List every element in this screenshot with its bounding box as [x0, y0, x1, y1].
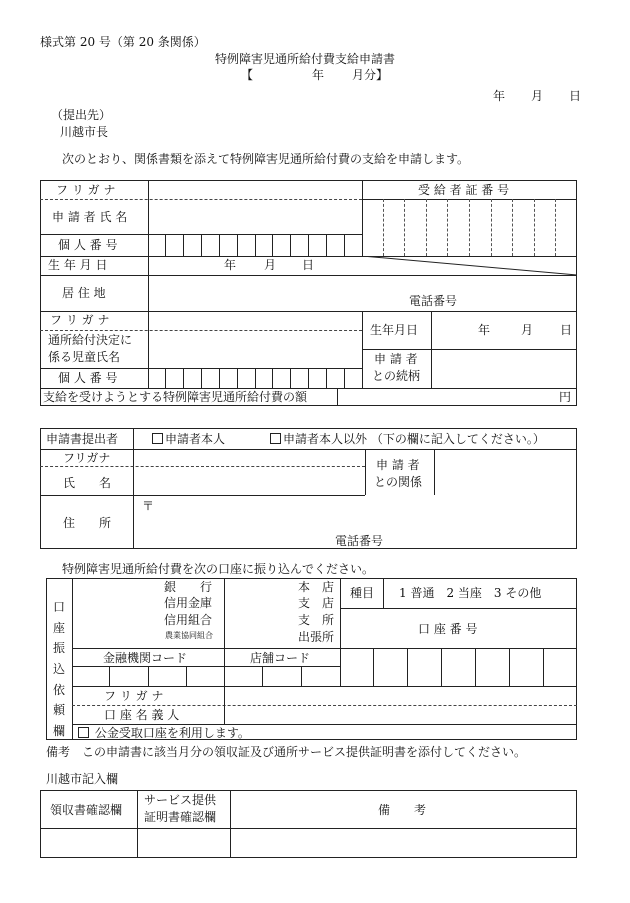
sub-relation-1: 申 請 者	[376, 458, 420, 472]
child-furigana-label: フ リ ガ ナ	[50, 313, 110, 327]
branch-code-label: 店舗コード	[250, 651, 311, 665]
side-char: 座	[52, 620, 65, 635]
public-account-label: 公金受取口座を利用します。	[94, 726, 250, 740]
child-birth-day-unit: 日	[560, 323, 573, 337]
branch-branch: 支 店	[298, 596, 335, 610]
inst-bank: 銀 行	[164, 580, 213, 594]
other-checkbox[interactable]	[270, 433, 281, 444]
address-label: 居 住 地	[62, 286, 106, 300]
branch-code-cells[interactable]	[224, 666, 340, 686]
period-month: 月分】	[352, 68, 389, 82]
side-char: 依	[52, 682, 65, 697]
side-char: 頼	[52, 703, 65, 718]
relation-label-1: 申 請 者	[374, 352, 418, 366]
period-year: 年	[312, 68, 325, 82]
applicant-name-label: 申 請 者 氏 名	[52, 210, 128, 224]
branch-office: 支 所	[298, 613, 335, 627]
child-name-label-1: 通所給付決定に	[48, 333, 133, 347]
birth-date-label: 生 年 月 日	[48, 258, 108, 272]
account-number-cells[interactable]	[340, 648, 577, 686]
account-kinds[interactable]: 1 普通 2 当座 3 その他	[399, 586, 542, 600]
sub-furigana-label: フリガナ	[63, 451, 111, 465]
relation-label-2: との続柄	[372, 369, 421, 383]
side-char: 口	[52, 600, 65, 614]
inst-kumiai: 信用組合	[164, 613, 213, 627]
child-personal-no-label: 個 人 番 号	[58, 371, 118, 385]
sub-name-label: 氏 名	[63, 476, 112, 490]
public-account-option[interactable]	[78, 727, 250, 739]
city-label: 川越市記入欄	[46, 772, 119, 786]
bank-code-cells[interactable]	[72, 666, 224, 686]
submitter-details	[40, 449, 577, 549]
bank-code-label: 金融機関コード	[103, 651, 188, 665]
bank-side-label	[52, 597, 66, 741]
sub-address-label: 住 所	[63, 516, 112, 530]
form-number: 様式第 20 号（第 20 条関係）	[40, 35, 206, 49]
birth-year-unit: 年	[224, 258, 237, 272]
form-title: 特例障害児通所給付費支給申請書	[215, 52, 396, 66]
phone-label: 電話番号	[409, 294, 458, 308]
receipt-check-label: 領収書確認欄	[50, 803, 123, 817]
period-open: 【	[241, 68, 254, 82]
account-number-label: 口 座 番 号	[418, 622, 478, 636]
inst-shinkin: 信用金庫	[164, 596, 213, 610]
city-table	[40, 790, 577, 858]
option-self[interactable]	[152, 433, 225, 445]
option-other-label: 申請者本人以外 （下の欄に記入してください。）	[283, 432, 545, 446]
amount-unit: 円	[559, 390, 572, 404]
holder-label: 口 座 名 義 人	[104, 708, 180, 722]
date-day: 日	[569, 89, 582, 103]
service-check-label-1: サービス提供	[144, 793, 217, 807]
furigana-label: フ リ ガ ナ	[56, 183, 116, 197]
side-char: 欄	[52, 723, 65, 738]
intro-text: 次のとおり、関係書類を添えて特例障害児通所給付費の支給を申請します。	[62, 152, 470, 166]
self-checkbox[interactable]	[152, 433, 163, 444]
remarks-label: 備 考	[378, 803, 427, 817]
holder-furigana-label: フ リ ガ ナ	[104, 689, 164, 703]
date-year: 年	[493, 89, 506, 103]
service-check-label-2: 証明書確認欄	[144, 810, 217, 824]
public-account-checkbox[interactable]	[78, 727, 89, 738]
inst-nokyo: 農業協同組合	[165, 631, 213, 640]
birth-day-unit: 日	[302, 258, 315, 272]
branch-outlet: 出張所	[298, 630, 335, 644]
side-char: 振	[52, 641, 65, 656]
sub-relation-2: との関係	[374, 475, 423, 489]
bank-intro: 特例障害児通所給付費を次の口座に振り込んでください。	[62, 562, 375, 576]
recipient-cert-label: 受 給 者 証 番 号	[418, 183, 510, 197]
diagonal-strike	[362, 256, 577, 275]
recipient-number-cells[interactable]	[362, 199, 577, 256]
postal-mark: 〒	[142, 499, 155, 513]
submitter-label: 申請書提出者	[46, 432, 119, 446]
date-month: 月	[531, 89, 544, 103]
kind-label: 種目	[350, 586, 375, 600]
child-name-label-2: 係る児童氏名	[48, 350, 121, 364]
option-self-label: 申請者本人	[165, 432, 226, 446]
side-char: 込	[52, 661, 65, 676]
child-birth-label: 生年月日	[370, 323, 419, 337]
birth-month-unit: 月	[264, 258, 277, 272]
child-personal-number-cells[interactable]	[148, 368, 362, 388]
sub-phone-label: 電話番号	[335, 534, 384, 548]
applicant-personal-number-cells[interactable]	[148, 234, 362, 256]
submit-to: 川越市長	[60, 125, 109, 139]
note-text: 備考 この申請書に該当月分の領収証及び通所サービス提供証明書を添付してください。	[46, 745, 527, 759]
amount-label: 支給を受けようとする特例障害児通所給付費の額	[43, 390, 308, 404]
child-birth-year-unit: 年	[478, 323, 491, 337]
option-other[interactable]	[270, 433, 545, 445]
personal-no-label: 個 人 番 号	[58, 238, 118, 252]
branch-main: 本 店	[298, 580, 335, 594]
child-birth-month-unit: 月	[521, 323, 534, 337]
submit-to-label: （提出先）	[51, 108, 112, 122]
